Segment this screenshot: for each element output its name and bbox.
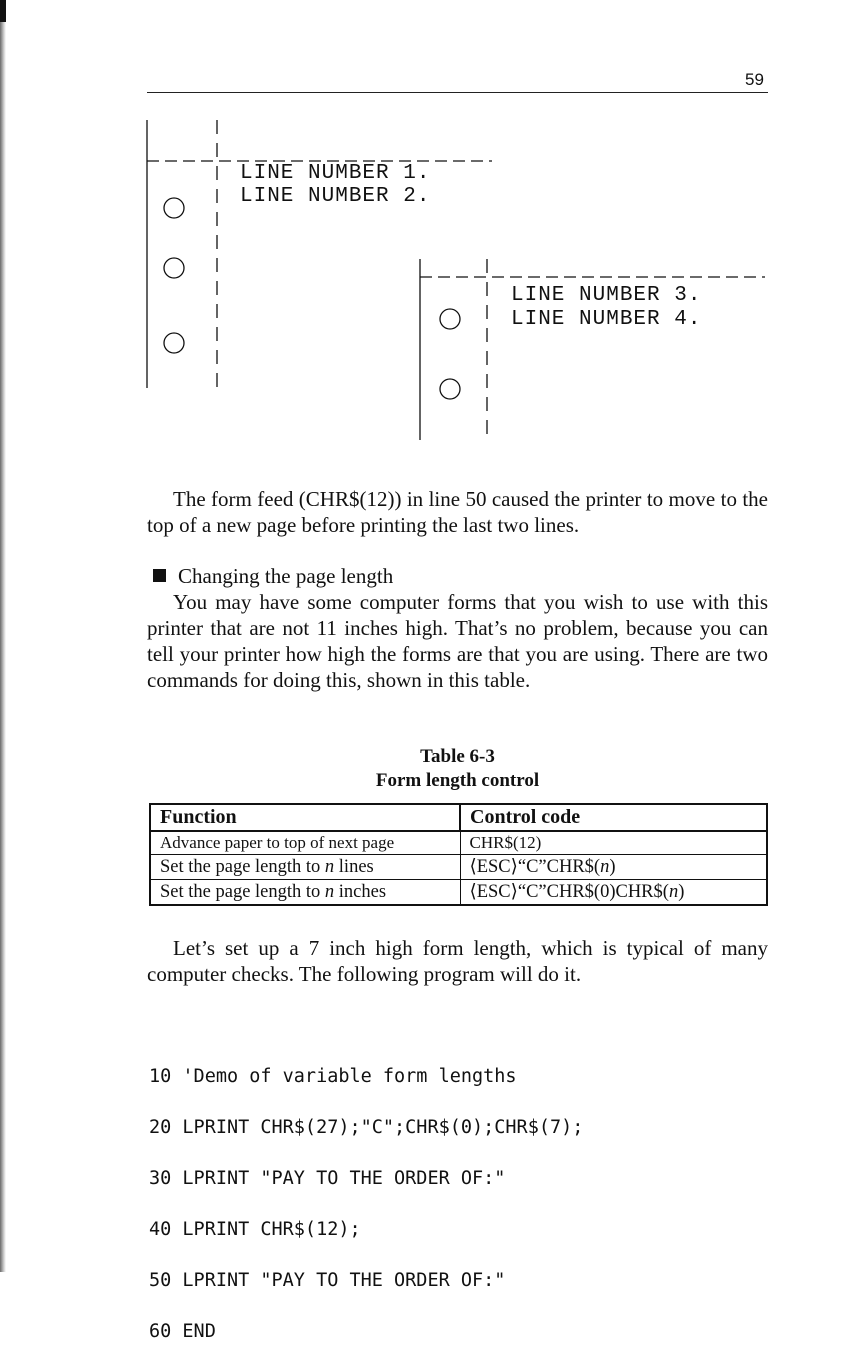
- form1-sprocket-hole: [164, 258, 184, 278]
- form-length-table: [149, 803, 768, 906]
- form1-line-2: LINE NUMBER 2.: [240, 185, 431, 208]
- paragraph-example-intro: Let’s set up a 7 inch high form length, which is typical of many computer checks. The following program will do it.: [147, 936, 768, 986]
- form1-sprocket-hole: [164, 333, 184, 353]
- form2-line-1: LINE NUMBER 3.: [511, 284, 702, 307]
- control-code-cell: CHR$(12): [460, 831, 767, 855]
- paragraph-page-length: You may have some computer forms that you wish to use with this printer that are not 11 inches high. That’s no problem, because you can tell your printer how high the forms are that you are using. There are two commands for doing this, shown in this table.: [147, 590, 768, 692]
- table-subtitle: Form length control: [375, 770, 540, 791]
- form-feed-illustration: [0, 0, 854, 460]
- table-row: [150, 880, 767, 906]
- control-code-cell: ⟨ESC⟩“C”CHR$(0)CHR$(n): [460, 880, 767, 906]
- program-line: 20 LPRINT CHR$(27);"C";CHR$(0);CHR$(7);: [149, 1116, 584, 1138]
- header-control-code: Control code: [460, 804, 767, 831]
- program-listing: [149, 1038, 583, 1370]
- program-line: 60 END: [149, 1320, 216, 1342]
- page-number: 59: [745, 70, 764, 89]
- program-line: 50 LPRINT "PAY TO THE ORDER OF:": [149, 1269, 506, 1291]
- program-line: 30 LPRINT "PAY TO THE ORDER OF:": [149, 1167, 506, 1189]
- function-cell: Set the page length to n inches: [150, 880, 460, 906]
- section-heading: [153, 564, 393, 589]
- bullet-square-icon: [153, 569, 166, 582]
- form2-sprocket-hole: [440, 309, 460, 329]
- section-heading-text: Changing the page length: [178, 564, 394, 588]
- function-cell: Set the page length to n lines: [150, 855, 460, 880]
- table-row: [150, 831, 767, 855]
- form1-sprocket-hole: [164, 198, 184, 218]
- table-title: Table 6-3: [420, 746, 495, 767]
- paragraph-form-feed: The form feed (CHR$(12)) in line 50 caused the printer to move to the top of a new page before printing the last two lines.: [147, 487, 768, 537]
- form1-line-1: LINE NUMBER 1.: [240, 162, 431, 185]
- table-row: [150, 855, 767, 880]
- table-header-row: [150, 804, 767, 831]
- program-line: 10 'Demo of variable form lengths: [149, 1065, 517, 1087]
- function-cell: Advance paper to top of next page: [150, 831, 460, 855]
- header-function: Function: [150, 804, 460, 831]
- control-code-cell: ⟨ESC⟩“C”CHR$(n): [460, 855, 767, 880]
- form2-sprocket-hole: [440, 379, 460, 399]
- program-line: 40 LPRINT CHR$(12);: [149, 1218, 361, 1240]
- form2-line-2: LINE NUMBER 4.: [511, 308, 702, 331]
